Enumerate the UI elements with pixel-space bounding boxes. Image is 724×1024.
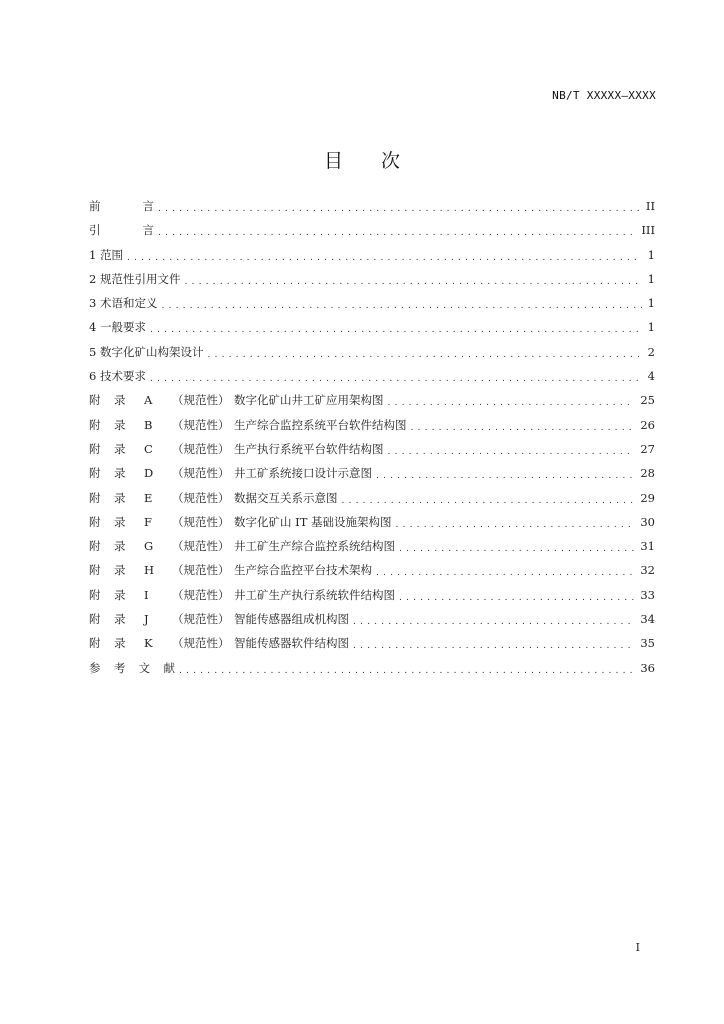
annex-nature: （规范性） — [172, 636, 230, 651]
annex-prefix-2: 录 — [114, 636, 126, 651]
toc-leader-dots — [376, 566, 634, 578]
toc-leader-dots — [179, 664, 634, 676]
annex-prefix-2: 录 — [114, 441, 126, 456]
toc-entry-label-text: 引 言 — [89, 223, 154, 238]
annex-letter: J — [144, 612, 149, 627]
toc-entry[interactable] — [89, 562, 655, 586]
toc-page-number: 1 — [647, 320, 655, 335]
annex-title: 智能传感器软件结构图 — [234, 636, 349, 651]
toc-entry-label: 6 技术要求 — [89, 369, 146, 384]
toc-page-number: 36 — [640, 660, 655, 675]
annex-prefix-1: 附 — [89, 587, 101, 602]
annex-prefix-2: 录 — [114, 612, 126, 627]
annex-prefix-1: 附 — [89, 393, 101, 408]
toc-page-number: III — [641, 223, 655, 238]
annex-prefix-1: 附 — [89, 539, 101, 554]
annex-nature: （规范性） — [172, 393, 230, 408]
annex-prefix-1: 附 — [89, 441, 101, 456]
toc-entry[interactable] — [89, 587, 655, 611]
toc-leader-dots — [161, 299, 641, 311]
annex-prefix-1: 附 — [89, 514, 101, 529]
annex-title: 生产执行系统平台软件结构图 — [234, 441, 384, 456]
toc-entry-label — [89, 222, 154, 238]
annex-letter: C — [144, 441, 153, 456]
toc-leader-dots — [184, 275, 641, 287]
toc-entry[interactable] — [89, 417, 655, 441]
annex-prefix-2: 录 — [114, 514, 126, 529]
toc-entry[interactable] — [89, 635, 655, 659]
toc-leader-dots — [353, 615, 634, 627]
annex-nature: （规范性） — [172, 514, 230, 529]
toc-entry-label — [89, 562, 372, 578]
annex-prefix-1: 附 — [89, 636, 101, 651]
annex-letter: I — [144, 587, 149, 602]
annex-letter: E — [144, 490, 153, 505]
annex-title: 智能传感器组成机构图 — [234, 612, 349, 627]
toc-page-number: 35 — [640, 636, 655, 651]
toc-leader-dots — [399, 591, 634, 603]
toc-page-number: 28 — [640, 466, 655, 481]
toc-entry-label — [89, 635, 349, 651]
annex-prefix-2: 录 — [114, 490, 126, 505]
toc-entry[interactable] — [89, 514, 655, 538]
toc-page-number: 25 — [640, 393, 655, 408]
toc-page-number: 26 — [640, 417, 655, 432]
annex-title: 生产综合监控平台技术架构 — [234, 563, 372, 578]
annex-title: 井工矿生产执行系统软件结构图 — [234, 587, 395, 602]
toc-leader-dots — [150, 372, 642, 384]
annex-letter: B — [144, 417, 153, 432]
toc-entry-label — [89, 417, 407, 433]
toc-entry-label-text: 参 考 文 献 — [89, 660, 175, 675]
toc-entry[interactable] — [89, 611, 655, 635]
toc-entry-label: 5 数字化矿山构架设计 — [89, 344, 204, 359]
toc-entry-label: 2 规范性引用文件 — [89, 271, 181, 286]
toc-entry-label — [89, 392, 384, 408]
annex-nature: （规范性） — [172, 490, 230, 505]
toc-entry-label — [89, 538, 395, 554]
toc-leader-dots — [127, 251, 642, 263]
toc-entry[interactable] — [89, 295, 655, 319]
table-of-contents — [89, 198, 655, 684]
annex-letter: F — [144, 514, 152, 529]
toc-entry-label — [89, 587, 395, 603]
annex-nature: （规范性） — [172, 441, 230, 456]
toc-entry-label-text: 前 言 — [89, 199, 154, 213]
annex-nature: （规范性） — [172, 466, 230, 481]
toc-entry[interactable] — [89, 344, 655, 368]
toc-entry-label: 4 一般要求 — [89, 320, 146, 335]
annex-nature: （规范性） — [172, 563, 230, 578]
annex-title: 数据交互关系示意图 — [234, 490, 338, 505]
annex-nature: （规范性） — [172, 539, 230, 554]
annex-prefix-2: 录 — [114, 393, 126, 408]
toc-entry-label — [89, 441, 384, 457]
annex-letter: H — [144, 563, 155, 578]
toc-page-number: 4 — [647, 369, 655, 384]
toc-page-number: 1 — [647, 247, 655, 262]
toc-entry-label — [89, 490, 338, 506]
standard-code: NB/T XXXXX—XXXX — [552, 89, 656, 102]
toc-leader-dots — [150, 323, 642, 335]
toc-entry[interactable] — [89, 198, 655, 222]
toc-entry-label — [89, 611, 349, 627]
toc-leader-dots — [396, 518, 635, 530]
toc-page-number: 27 — [640, 441, 655, 456]
annex-prefix-1: 附 — [89, 466, 101, 481]
annex-letter: K — [144, 636, 153, 651]
toc-page-number: 33 — [640, 587, 655, 602]
toc-page-number: 30 — [640, 514, 655, 529]
toc-entry[interactable] — [89, 271, 655, 295]
toc-entry[interactable] — [89, 368, 655, 392]
annex-prefix-2: 录 — [114, 563, 126, 578]
toc-leader-dots — [388, 396, 635, 408]
toc-page-number: 1 — [647, 296, 655, 311]
toc-entry[interactable] — [89, 538, 655, 562]
annex-nature: （规范性） — [172, 612, 230, 627]
page-folio: I — [635, 941, 640, 954]
annex-prefix-1: 附 — [89, 612, 101, 627]
toc-leader-dots — [376, 469, 634, 481]
annex-title: 生产综合监控系统平台软件结构图 — [234, 417, 407, 432]
annex-title: 井工矿生产综合监控系统结构图 — [234, 539, 395, 554]
toc-leader-dots — [207, 348, 641, 360]
annex-prefix-1: 附 — [89, 563, 101, 578]
annex-nature: （规范性） — [172, 587, 230, 602]
toc-page-number: 31 — [640, 539, 655, 554]
annex-title: 井工矿系统接口设计示意图 — [234, 466, 372, 481]
toc-entry-label: 1 范围 — [89, 247, 123, 262]
toc-entry-label — [89, 660, 175, 676]
toc-leader-dots — [158, 202, 640, 214]
toc-leader-dots — [353, 639, 634, 651]
toc-leader-dots — [388, 445, 635, 457]
toc-leader-dots — [158, 226, 635, 238]
annex-title: 数字化矿山 IT 基础设施架构图 — [234, 514, 392, 529]
annex-letter: G — [144, 539, 154, 554]
toc-entry[interactable] — [89, 660, 655, 684]
toc-entry[interactable] — [89, 319, 655, 343]
toc-page-number: 32 — [640, 563, 655, 578]
annex-prefix-2: 录 — [114, 587, 126, 602]
annex-prefix-1: 附 — [89, 490, 101, 505]
annex-prefix-2: 录 — [114, 539, 126, 554]
annex-letter: A — [144, 393, 153, 408]
annex-prefix-2: 录 — [114, 466, 126, 481]
toc-page-number: II — [645, 199, 655, 213]
toc-entry-label — [89, 465, 372, 481]
toc-page-number: 34 — [640, 612, 655, 627]
toc-entry[interactable] — [89, 441, 655, 465]
toc-page-number: 29 — [640, 490, 655, 505]
toc-entry[interactable] — [89, 247, 655, 271]
toc-page-number: 1 — [647, 271, 655, 286]
annex-nature: （规范性） — [172, 417, 230, 432]
toc-entry[interactable] — [89, 465, 655, 489]
toc-leader-dots — [399, 542, 634, 554]
toc-leader-dots — [411, 421, 635, 433]
toc-entry-label — [89, 514, 392, 530]
annex-prefix-1: 附 — [89, 417, 101, 432]
toc-entry-label: 3 术语和定义 — [89, 296, 158, 311]
annex-letter: D — [144, 466, 154, 481]
toc-entry[interactable] — [89, 392, 655, 416]
toc-entry[interactable] — [89, 490, 655, 514]
toc-entry[interactable] — [89, 222, 655, 246]
toc-page-number: 2 — [647, 344, 655, 359]
page-title: 目次 — [323, 150, 438, 172]
annex-title: 数字化矿山井工矿应用架构图 — [234, 393, 384, 408]
annex-prefix-2: 录 — [114, 417, 126, 432]
toc-entry-label — [89, 198, 154, 214]
toc-leader-dots — [342, 494, 635, 506]
